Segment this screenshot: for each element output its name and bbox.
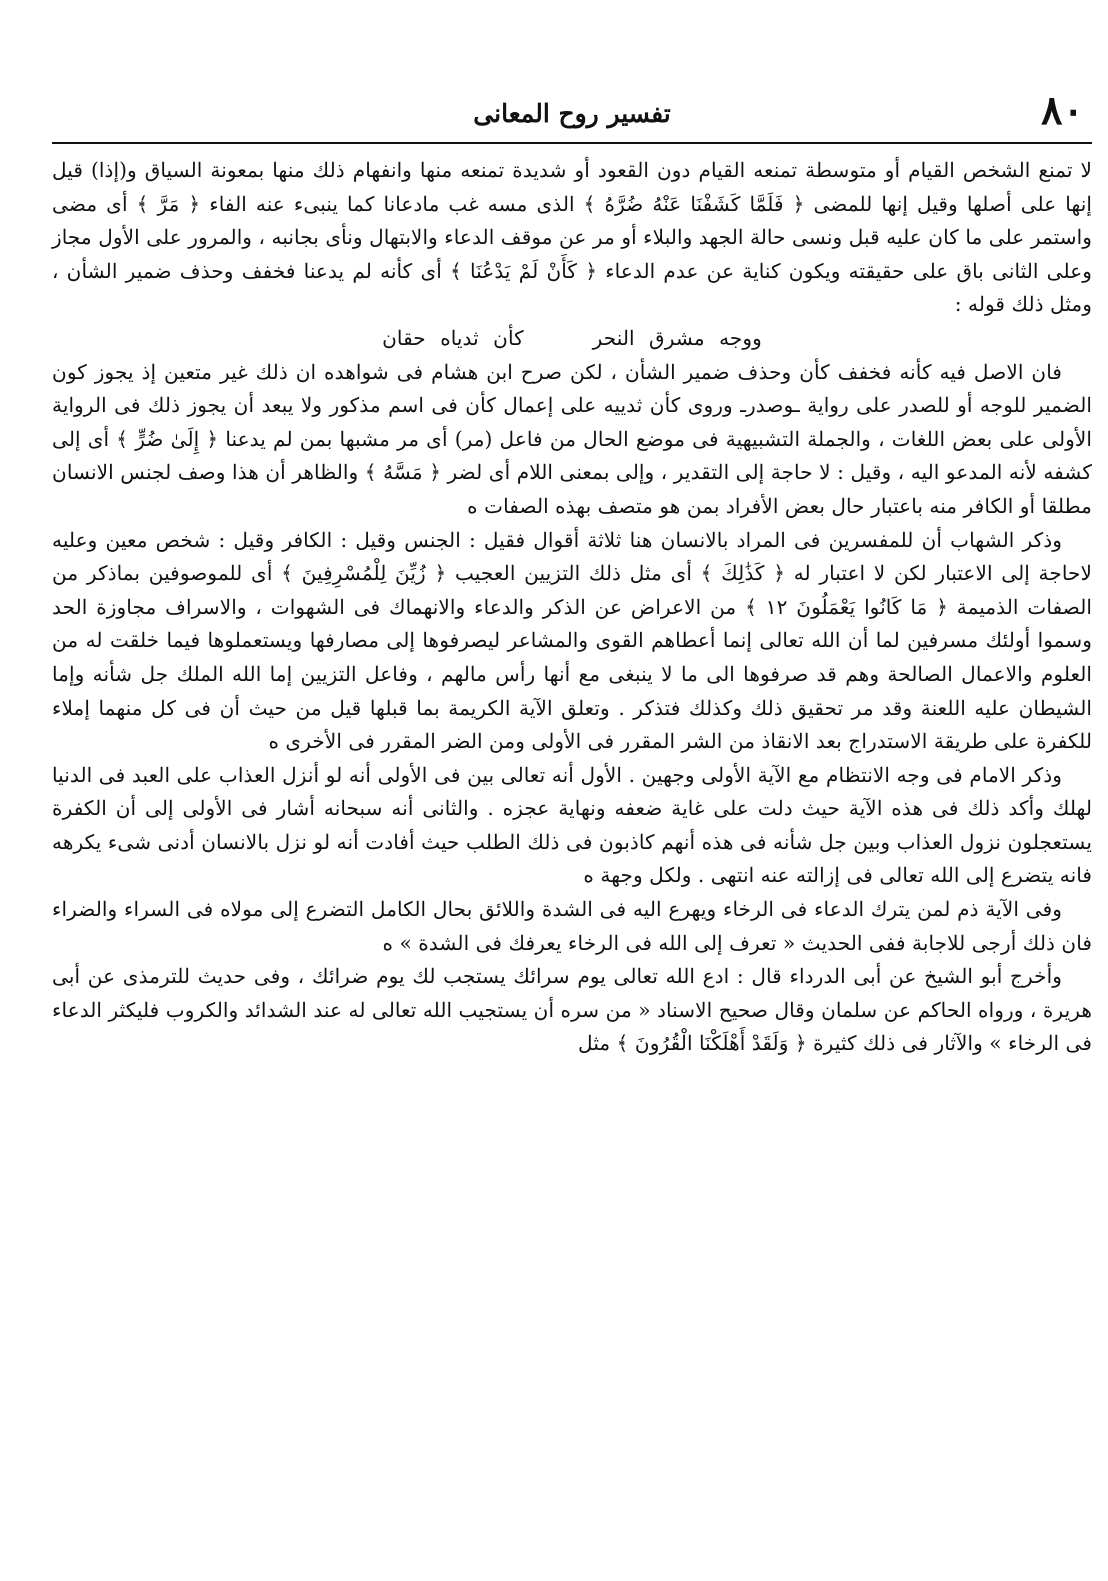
paragraph: وذكر الشهاب أن للمفسرين فى المراد بالانسان هنا ثلاثة أقوال فقيل : الجنس وقيل : الكافر وقيل : شخص معين وعليه لاحاجة إلى الاعتبار لكن لا اعتبار له ﴿ كَذَٰلِكَ ﴾ أى مثل ذلك التزيين العجيب ﴿ زُيِّنَ لِلْمُسْرِفِينَ ﴾ أى للموصوفين بماذكر من الصفات الذميمة ﴿ مَا كَانُوا يَعْمَلُونَ ١٢ ﴾ من الاعراض عن الذكر والدعاء والانهماك فى الشهوات ، والاسراف مجاوزة الحد وسموا أولئك مسرفين لما أن الله تعالى إنما أعطاهم القوى والمشاعر ليصرفوها إلى مصارفها ويستعملوها فيما خلقت له من العلوم والاعمال الصالحة وهم قد صرفوها الى ما لا ينبغى مع أنها رأس مالهم ، وفاعل التزيين إما الله الملك جل شأنه وإما الشيطان عليه اللعنة وقد مر تحقيق ذلك وكذلك فتذكر . وتعلق الآية الكريمة بما قبلها قيل من حيث أن فى كل منهما إملاء للكفرة على طريقة الاستدراج بعد الانقاذ من الشر المقرر فى الأولى ومن الضر المقرر فى الأخرى ه [52, 527, 1092, 754]
paragraph: وفى الآية ذم لمن يترك الدعاء فى الرخاء ويهرع اليه فى الشدة واللائق بحال الكامل التضرع إلى مولاه فى السراء والضراء فان ذلك أرجى للاجابة ففى الحديث « تعرف إلى الله فى الرخاء يعرفك فى الشدة » ه [52, 897, 1092, 955]
verse-second-hemistich: كأن ثدياه حقان [382, 325, 524, 350]
running-title: تفسير روح المعانى [473, 99, 671, 128]
main-text [52, 154, 1092, 1061]
paragraph: لا تمنع الشخص القيام أو متوسطة تمنعه القيام دون القعود أو شديدة تمنعه منها وانفهام ذلك منها بمعونة السياق و(إذا) قيل إنها على أصلها وقيل إنها للمضى ﴿ فَلَمَّا كَشَفْنَا عَنْهُ ضُرَّهُ ﴾ الذى مسه غب مادعانا كما ينبىء عنه الفاء ﴿ مَرَّ ﴾ أى مضى واستمر على ما كان عليه قبل ونسى حالة الجهد والبلاء أو مر عن موقف الدعاء والابتهال ونأى بجانبه ، والمرور على الأول مجاز وعلى الثانى باق على حقيقته ويكون كناية عن عدم الدعاء ﴿ كَأَنْ لَمْ يَدْعُنَا ﴾ أى كأنه لم يدعنا فخفف وحذف ضمير الشأن ، ومثل ذلك قوله : [52, 158, 1092, 317]
document-page [52, 86, 1092, 1566]
verse-first-hemistich: ووجه مشرق النحر [592, 325, 762, 350]
page-number: ٨٠ [1041, 87, 1084, 134]
paragraph: وأخرج أبو الشيخ عن أبى الدرداء قال : ادع الله تعالى يوم سرائك يستجب لك يوم ضرائك ، وفى حديث للترمذى عن أبى هريرة ، ورواه الحاكم عن سلمان وقال صحيح الاسناد « من سره أن يستجيب الله تعالى له عند الشدائد والكروب فليكثر الدعاء فى الرخاء » والآثار فى ذلك كثيرة ﴿ وَلَقَدْ أَهْلَكْنَا الْقُرُونَ ﴾ مثل [52, 964, 1092, 1056]
paragraph: وذكر الامام فى وجه الانتظام مع الآية الأولى وجهين . الأول أنه تعالى بين فى الأولى أنه لو أنزل العذاب على العبد فى الدنيا لهلك وأكد ذلك فى هذه الآية حيث دلت على غاية ضعفه ونهاية عجزه . والثانى أنه سبحانه أشار فى الأولى إلى أن الكفرة يستعجلون نزول العذاب وبين جل شأنه فى هذه أنهم كاذبون فى ذلك الطلب حيث أفادت أنه لو نزل بالانسان أدنى شىء يكرهه فانه يتضرع إلى الله تعالى فى إزالته عنه انتهى . ولكل وجهة ه [52, 762, 1092, 888]
poetry-verse [52, 322, 1092, 356]
page-header [52, 86, 1092, 144]
paragraph: فان الاصل فيه كأنه فخفف كأن وحذف ضمير الشأن ، لكن صرح ابن هشام فى شواهده ان ذلك غير متعين إذ يجوز كون الضمير للوجه أو للصدر على رواية ـوصدرـ وروى كأن ثدييه على إعمال كأن فى اسم مذكور ولا يبعد أن يجوز ذلك فى الرواية الأولى على بعض اللغات ، والجملة التشبيهية فى موضع الحال من فاعل (مر) أى مر مشبها بمن لم يدعنا ﴿ إِلَىٰ ضُرٍّ ﴾ أى إلى كشفه لأنه المدعو اليه ، وقيل : لا حاجة إلى التقدير ، وإلى بمعنى اللام أى لضر ﴿ مَسَّهُ ﴾ والظاهر أن هذا وصف لجنس الانسان مطلقا أو الكافر منه باعتبار حال بعض الأفراد بمن هو متصف بهذه الصفات ه [52, 359, 1092, 518]
